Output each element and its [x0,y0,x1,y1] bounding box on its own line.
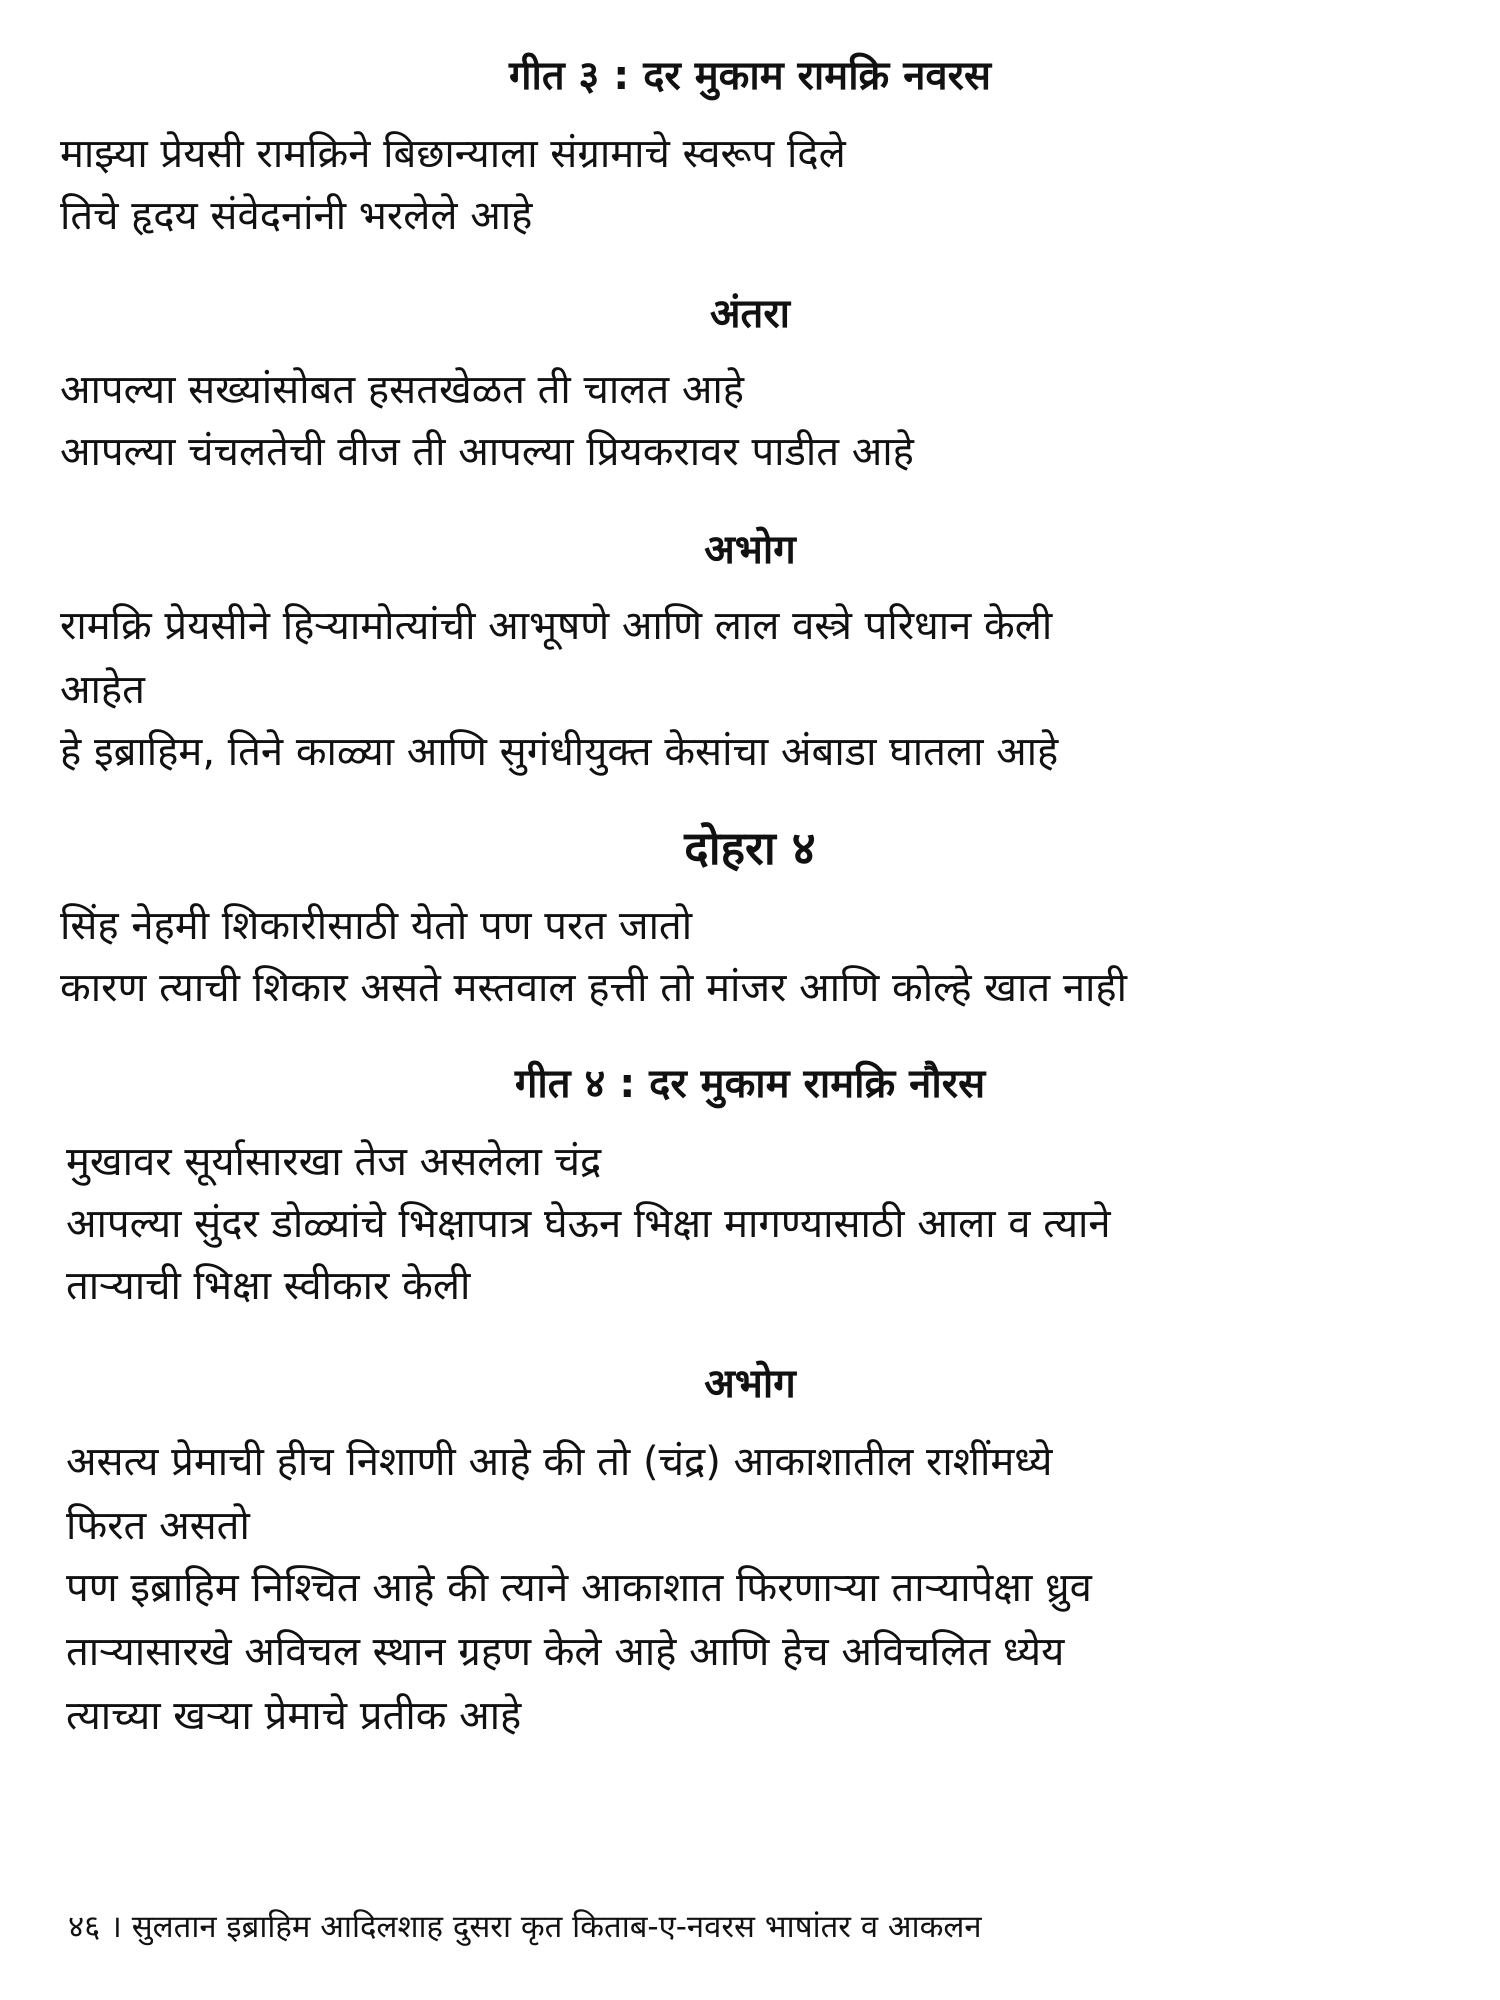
verse-line: कारण त्याची शिकार असते मस्तवाल हत्ती तो मांजर आणि कोल्हे खात नाही [60,965,1128,1011]
verse-line: आपल्या चंचलतेची वीज ती आपल्या प्रियकरावर पाडीत आहे [60,429,914,475]
verse-line: माझ्या प्रेयसी रामक्रिने बिछान्याला संग्रामाचे स्वरूप दिले [60,131,846,177]
verse-line: फिरत असतो [66,1503,250,1549]
verse-line: पण इब्राहिम निश्चित आहे की त्याने आकाशात फिरणाऱ्या ताऱ्यापेक्षा ध्रुव [66,1565,1092,1611]
page-footer: ४६ । सुलतान इब्राहिम आदिलशाह दुसरा कृत किताब-ए-नवरस भाषांतर व आकलन [68,1909,982,1945]
verse-line: मुखावर सूर्यासारखा तेज असलेला चंद्र [66,1139,602,1185]
abhog-heading: अभोग [704,527,796,573]
verse-line: रामक्रि प्रेयसीने हिऱ्यामोत्यांची आभूषणे आणि लाल वस्त्रे परिधान केली [60,603,1053,649]
verse-line: ताऱ्यासारखे अविचल स्थान ग्रहण केले आहे आणि हेच अविचलित ध्येय [66,1629,1065,1675]
verse-line: ताऱ्याची भिक्षा स्वीकार केली [66,1263,471,1309]
verse-line: हे इब्राहिम, तिने काळ्या आणि सुगंधीयुक्त केसांचा अंबाडा घातला आहे [60,729,1059,775]
song-3-heading: गीत ३ : दर मुकाम रामक्रि नवरस [508,53,992,99]
verse-line: आपल्या सुंदर डोळ्यांचे भिक्षापात्र घेऊन भिक्षा मागण्यासाठी आला व त्याने [66,1201,1111,1247]
verse-line: तिचे हृदय संवेदनांनी भरलेले आहे [60,193,533,239]
song-4-heading: गीत ४ : दर मुकाम रामक्रि नौरस [514,1061,986,1107]
verse-line: सिंह नेहमी शिकारीसाठी येतो पण परत जातो [60,903,693,949]
verse-line: आहेत [60,667,145,713]
antara-heading: अंतरा [709,291,791,337]
verse-line: त्याच्या खऱ्या प्रेमाचे प्रतीक आहे [66,1693,522,1739]
dohra-4-heading: दोहरा ४ [684,821,816,875]
verse-line: असत्य प्रेमाची हीच निशाणी आहे की तो (चंद्र) आकाशातील राशींमध्ये [66,1439,1053,1485]
verse-line: आपल्या सख्यांसोबत हसतखेळत ती चालत आहे [60,367,745,413]
abhog-heading: अभोग [704,1361,796,1407]
